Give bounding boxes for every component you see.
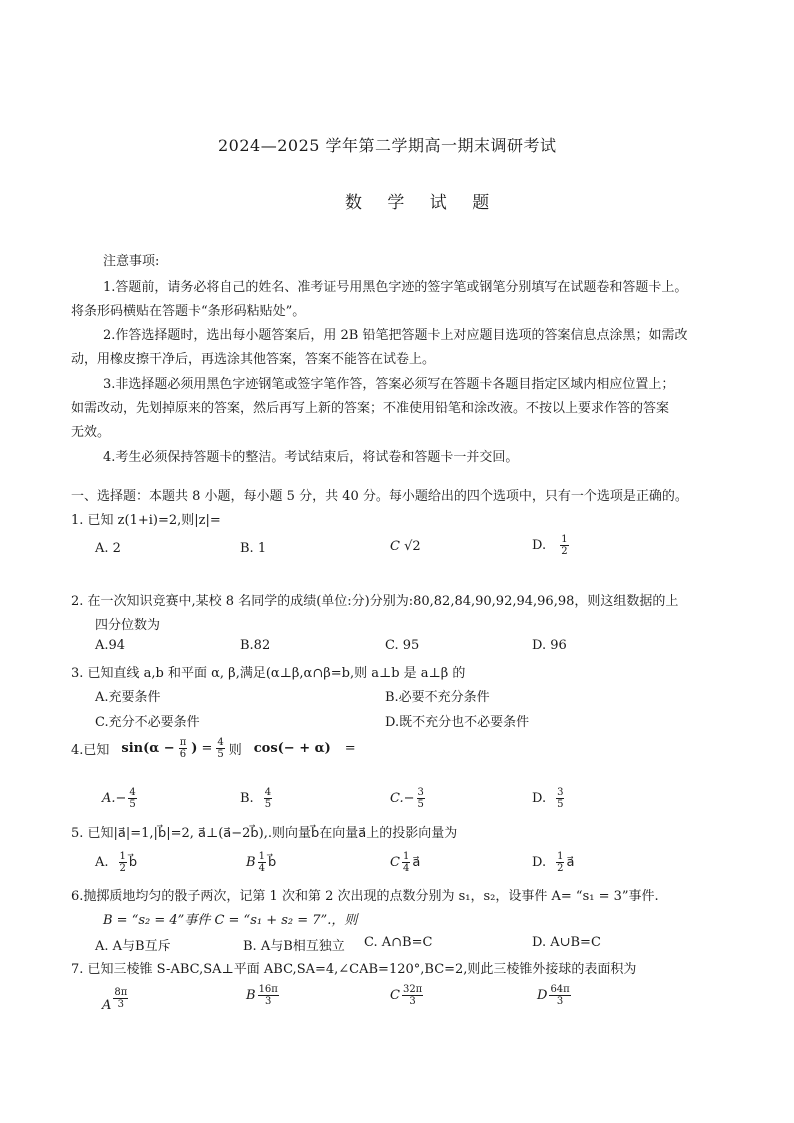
denominator: 5	[417, 799, 424, 810]
fraction	[264, 787, 272, 810]
numerator: 1	[119, 851, 126, 862]
question-stem: 四分位数为	[95, 618, 161, 633]
option-label: D.	[532, 791, 547, 806]
option-value: √2	[404, 539, 421, 554]
denominator: 2	[119, 863, 126, 874]
option-d: D. 96	[532, 638, 567, 653]
option-label: D.	[532, 855, 547, 870]
numerator: 32π	[402, 984, 423, 995]
option-label: B	[246, 988, 256, 1003]
denominator: 3	[117, 999, 125, 1010]
option-label: A.	[95, 855, 109, 870]
option-a: A.94	[95, 638, 126, 653]
vector: a⃗	[566, 855, 575, 870]
question-stem: 3. 已知直线 a,b 和平面 α, β,满足(α⊥β,α∩β=b,则 a⊥b 是 a⊥β 的	[71, 666, 466, 681]
notice-line: 无效。	[71, 425, 111, 440]
numerator: 1	[402, 851, 410, 862]
then-text: 则	[228, 743, 242, 758]
option-label: A.−	[102, 791, 127, 806]
numerator: 4	[217, 737, 224, 748]
numerator: 3	[557, 787, 564, 798]
option-d	[532, 851, 574, 874]
numerator: 3	[417, 787, 424, 798]
option-c	[390, 984, 423, 1007]
fraction	[216, 737, 224, 760]
numerator: 1	[561, 534, 568, 545]
option-label: B	[246, 855, 256, 870]
notice-line: 3.非选择题必须用黑色字迹钢笔或签字笔作答，答案必须写在答题卡各题目指定区域内相应位置上；	[103, 377, 675, 392]
option-label: A	[102, 998, 112, 1013]
option-a	[102, 787, 137, 810]
option-label: D.	[532, 538, 547, 553]
option-d	[532, 787, 564, 810]
option-d	[537, 984, 571, 1007]
denominator: 4	[402, 863, 410, 874]
question-stem: 6.抛掷质地均匀的骰子两次，记第 1 次和第 2 次出现的点数分别为 s₁，s₂，设事件 A= “s₁ = 3”事件.	[71, 889, 659, 904]
notice-line: 4.考生必须保持答题卡的整洁。考试结束后，将试卷和答题卡一并交回。	[103, 450, 519, 465]
option-label: C	[390, 988, 400, 1003]
section-heading: 一、选择题：本题共 8 小题，每小题 5 分，共 40 分。每小题给出的四个选项中，只有一个选项是正确的。	[71, 489, 688, 504]
denominator: 5	[129, 799, 136, 810]
stem-prefix: 4.已知	[71, 743, 110, 758]
notice-line: 动，用橡皮擦干净后，再选涂其他答案，答案不能答在试卷上。	[71, 352, 436, 367]
numerator: π	[179, 737, 187, 748]
vector: b⃗	[128, 855, 138, 870]
denominator: 5	[264, 799, 272, 810]
denominator: 3	[409, 996, 416, 1007]
cos-expression: cos(− + α)	[253, 741, 331, 756]
option-a	[102, 984, 128, 1013]
option-c	[390, 539, 421, 554]
fraction	[113, 987, 128, 1010]
numerator: 16π	[258, 984, 278, 995]
fraction	[417, 787, 425, 810]
vector: a⃗	[412, 855, 421, 870]
option-b: B.82	[240, 638, 271, 653]
fraction	[258, 984, 279, 1007]
vector: b⃗	[267, 855, 277, 870]
fraction	[258, 851, 266, 874]
denominator: 2	[557, 863, 564, 874]
close-paren: )	[191, 741, 198, 756]
fraction	[560, 534, 568, 557]
option-a	[95, 851, 137, 874]
question-stem: B = “s₂ = 4”事件 C = “s₁ + s₂ = 7”.，则	[103, 913, 358, 928]
option-b	[246, 984, 279, 1007]
fraction	[556, 787, 564, 810]
fraction	[402, 984, 423, 1007]
denominator: 2	[561, 546, 568, 557]
numerator: 1	[258, 851, 265, 862]
equals: =	[201, 741, 213, 756]
option-c	[390, 851, 420, 874]
numerator: 1	[557, 851, 564, 862]
option-label: D	[537, 988, 548, 1003]
fraction	[402, 851, 410, 874]
option-a: A. A与B互斥	[95, 939, 171, 954]
denominator: 5	[557, 799, 564, 810]
question-stem: 5. 已知|a⃗|=1,|b⃗|=2, a⃗⊥(a⃗−2b⃗),.则向量b⃗在向量a⃗上的投影向量为	[71, 826, 458, 841]
exam-title: 2024—2025 学年第二学期高一期末调研考试	[218, 136, 557, 155]
option-d: D. A∪B=C	[532, 935, 601, 950]
notice-heading: 注意事项:	[103, 254, 160, 269]
option-c	[390, 787, 425, 810]
notice-line: 1.答题前，请务必将自己的姓名、准考证号用黑色字迹的签字笔或钢笔分别填写在试题卷和答题卡上。	[103, 280, 688, 295]
denominator: 6	[179, 749, 187, 760]
fraction	[119, 851, 127, 874]
fraction	[549, 984, 570, 1007]
numerator: 4	[129, 787, 136, 798]
notice-line: 将条形码横贴在答题卡“条形码粘贴处”。	[71, 304, 306, 319]
option-label: C	[390, 855, 400, 870]
denominator: 5	[217, 749, 224, 760]
option-a: A. 2	[95, 541, 121, 556]
question-stem: 1. 已知 z(1+i)=2,则|z|=	[71, 513, 221, 528]
fraction	[179, 737, 188, 760]
question-stem	[71, 737, 356, 760]
exam-subtitle: 数 学 试 题	[345, 193, 500, 213]
option-c: C. A∩B=C	[364, 935, 433, 950]
numerator: 4	[264, 787, 272, 798]
fraction	[128, 787, 136, 810]
fraction	[556, 851, 564, 874]
option-label: C	[390, 539, 400, 554]
numerator: 64π	[550, 984, 570, 995]
question-stem: 7. 已知三棱锥 S-ABC,SA⊥平面 ABC,SA=4,∠CAB=120°,BC=2,则此三棱锥外接球的表面积为	[71, 962, 637, 977]
option-label: B.	[240, 791, 254, 806]
denominator: 4	[258, 863, 265, 874]
notice-line: 如需改动，先划掉原来的答案，然后再写上新的答案；不准使用铅笔和涂改液。不按以上要求作答的答案	[71, 401, 670, 416]
option-c: C. 95	[385, 638, 420, 653]
option-b: B. 1	[240, 541, 267, 556]
question-stem: 2. 在一次知识竞赛中,某校 8 名同学的成绩(单位:分)分别为:80,82,84,90,92,94,96,98，则这组数据的上	[71, 594, 679, 609]
notice-line: 2.作答选择题时，选出每小题答案后，用 2B 铅笔把答题卡上对应题目选项的答案信息点涂黑；如需改	[103, 328, 688, 343]
option-b	[240, 787, 272, 810]
denominator: 3	[556, 996, 564, 1007]
option-b	[246, 851, 276, 874]
numerator: 8π	[114, 987, 128, 998]
option-b: B.必要不充分条件	[385, 690, 490, 705]
sin-expression: sin(α −	[121, 741, 175, 756]
option-d: D.既不充分也不必要条件	[385, 715, 530, 730]
denominator: 3	[265, 996, 272, 1007]
option-b: B. A与B相互独立	[243, 939, 345, 954]
option-c: C.充分不必要条件	[95, 715, 200, 730]
option-d	[532, 534, 569, 557]
equals: =	[344, 741, 356, 756]
option-a: A.充要条件	[95, 690, 161, 705]
option-label: C.−	[390, 791, 415, 806]
